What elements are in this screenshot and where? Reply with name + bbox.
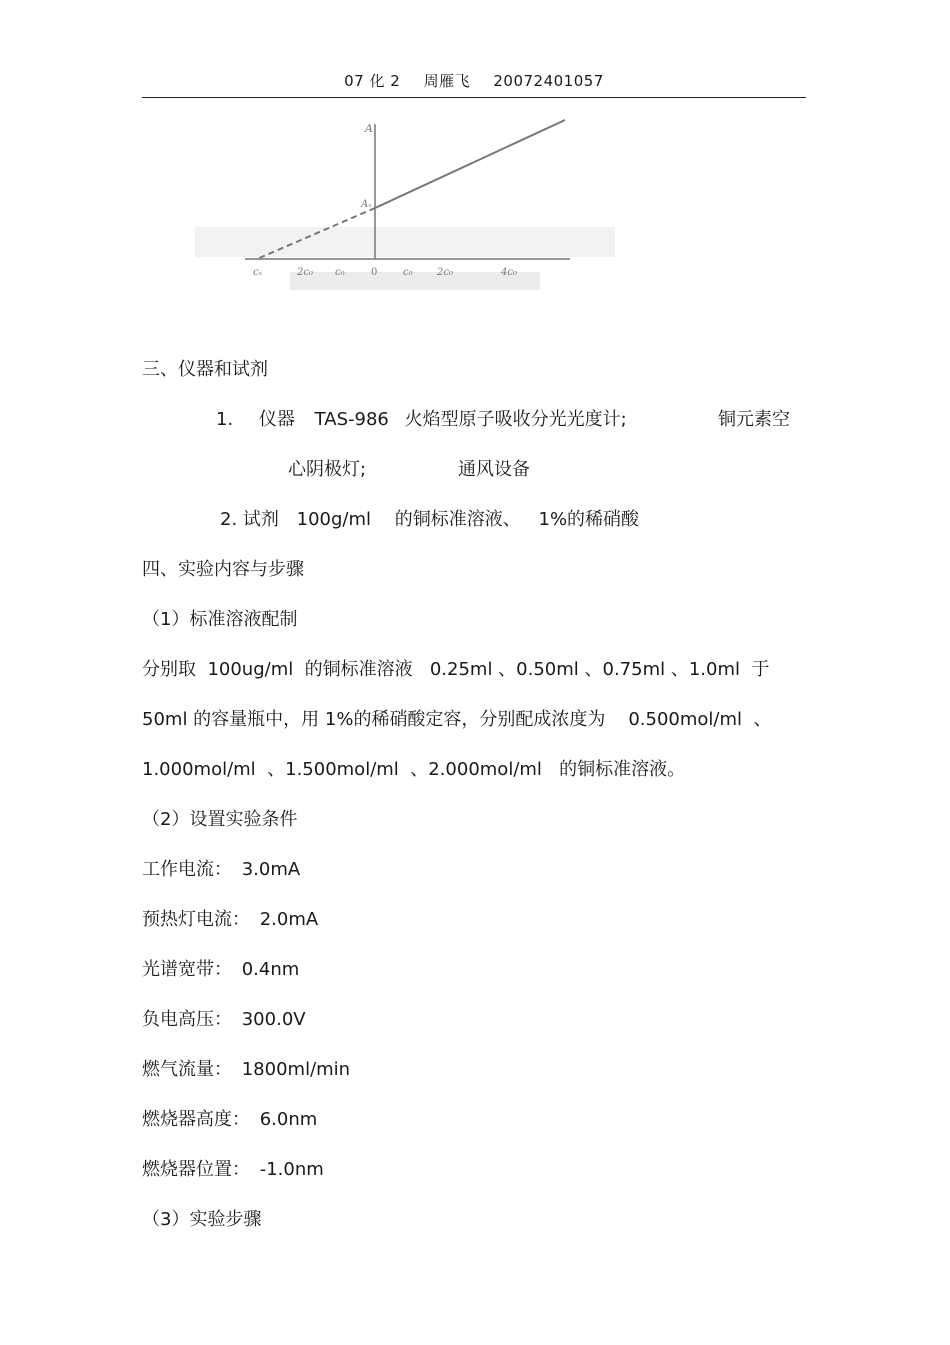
standard-addition-figure xyxy=(195,112,615,292)
item-2-solution: 的铜标准溶液、 xyxy=(394,509,521,530)
condition-burner-height xyxy=(142,1105,317,1131)
x-tick-cx: cₓ xyxy=(253,267,263,278)
condition-value: 1800ml/min xyxy=(241,1059,351,1080)
calibration-line xyxy=(375,120,565,208)
x-tick-2c0: 2c₀ xyxy=(437,267,453,278)
condition-negative-high-voltage xyxy=(142,1005,306,1031)
paragraph-1-line-1: 分别取 100ug/ml 的铜标准溶液 0.25ml 、0.50ml 、0.75ml 、1.0ml 于 xyxy=(142,659,770,680)
condition-burner-position xyxy=(142,1155,324,1181)
x-tick-c0: c₀ xyxy=(403,267,413,278)
condition-value: 2.0mA xyxy=(259,909,319,930)
condition-value: -1.0nm xyxy=(259,1159,324,1180)
condition-value: 6.0nm xyxy=(259,1109,318,1130)
condition-value: 300.0V xyxy=(241,1009,306,1030)
y-axis-label: A xyxy=(365,122,373,135)
header-author: 周雁飞 xyxy=(423,72,471,90)
condition-label: 工作电流： xyxy=(142,859,232,880)
x-tick-4c0: 4c₀ xyxy=(501,267,517,278)
item-1-instrument: 火焰型原子吸收分光光度计; xyxy=(404,409,627,430)
item-1-line-2b: 通风设备 xyxy=(458,459,530,480)
condition-label: 负电高压： xyxy=(142,1009,232,1030)
x-tick-neg-c0: c₀ xyxy=(335,267,345,278)
section-4-title: 四、实验内容与步骤 xyxy=(142,559,304,580)
intercept-label: Aₓ xyxy=(361,199,372,210)
condition-preheat-current xyxy=(142,905,318,931)
x-tick-neg-2c0: 2c₀ xyxy=(297,267,313,278)
item-1-line-1 xyxy=(216,405,627,431)
condition-value: 3.0mA xyxy=(241,859,301,880)
item-1-line-2a: 心阴极灯; xyxy=(288,459,367,480)
item-1-number: 1. xyxy=(216,409,234,430)
item-1-label: 仪器 xyxy=(258,409,295,430)
item-2-line xyxy=(220,505,639,531)
item-2-acid: 1%的稀硝酸 xyxy=(538,509,640,530)
subsection-2-title: （2）设置实验条件 xyxy=(142,809,298,830)
section-3-title: 三、仪器和试剂 xyxy=(142,359,268,380)
subsection-3-title: （3）实验步骤 xyxy=(142,1209,262,1230)
condition-working-current xyxy=(142,855,300,881)
item-2-label: 2. 试剂 xyxy=(220,509,279,530)
item-2-conc: 100g/ml xyxy=(296,509,372,530)
header-student-id: 20072401057 xyxy=(493,72,604,90)
header-class: 07 化 2 xyxy=(344,72,401,90)
condition-gas-flow xyxy=(142,1055,350,1081)
standard-addition-graph xyxy=(195,112,615,292)
condition-label: 燃气流量： xyxy=(142,1059,232,1080)
page-header xyxy=(142,70,806,98)
condition-label: 燃烧器高度： xyxy=(142,1109,250,1130)
condition-bandwidth xyxy=(142,955,299,981)
item-1-lamp: 铜元素空 xyxy=(718,409,790,430)
condition-label: 光谱宽带： xyxy=(142,959,232,980)
condition-value: 0.4nm xyxy=(241,959,300,980)
paragraph-1-line-2: 50ml 的容量瓶中，用 1%的稀硝酸定容，分别配成浓度为 0.500mol/ml 、 xyxy=(142,709,772,730)
condition-label: 燃烧器位置： xyxy=(142,1159,250,1180)
item-1-model: TAS-986 xyxy=(314,409,389,430)
paragraph-1-line-3: 1.000mol/ml 、1.500mol/ml 、2.000mol/ml 的铜标准溶液。 xyxy=(142,759,686,780)
x-tick-zero: 0 xyxy=(371,267,378,278)
condition-label: 预热灯电流： xyxy=(142,909,250,930)
scan-shade-band xyxy=(195,227,615,257)
subsection-1-title: （1）标准溶液配制 xyxy=(142,609,298,630)
